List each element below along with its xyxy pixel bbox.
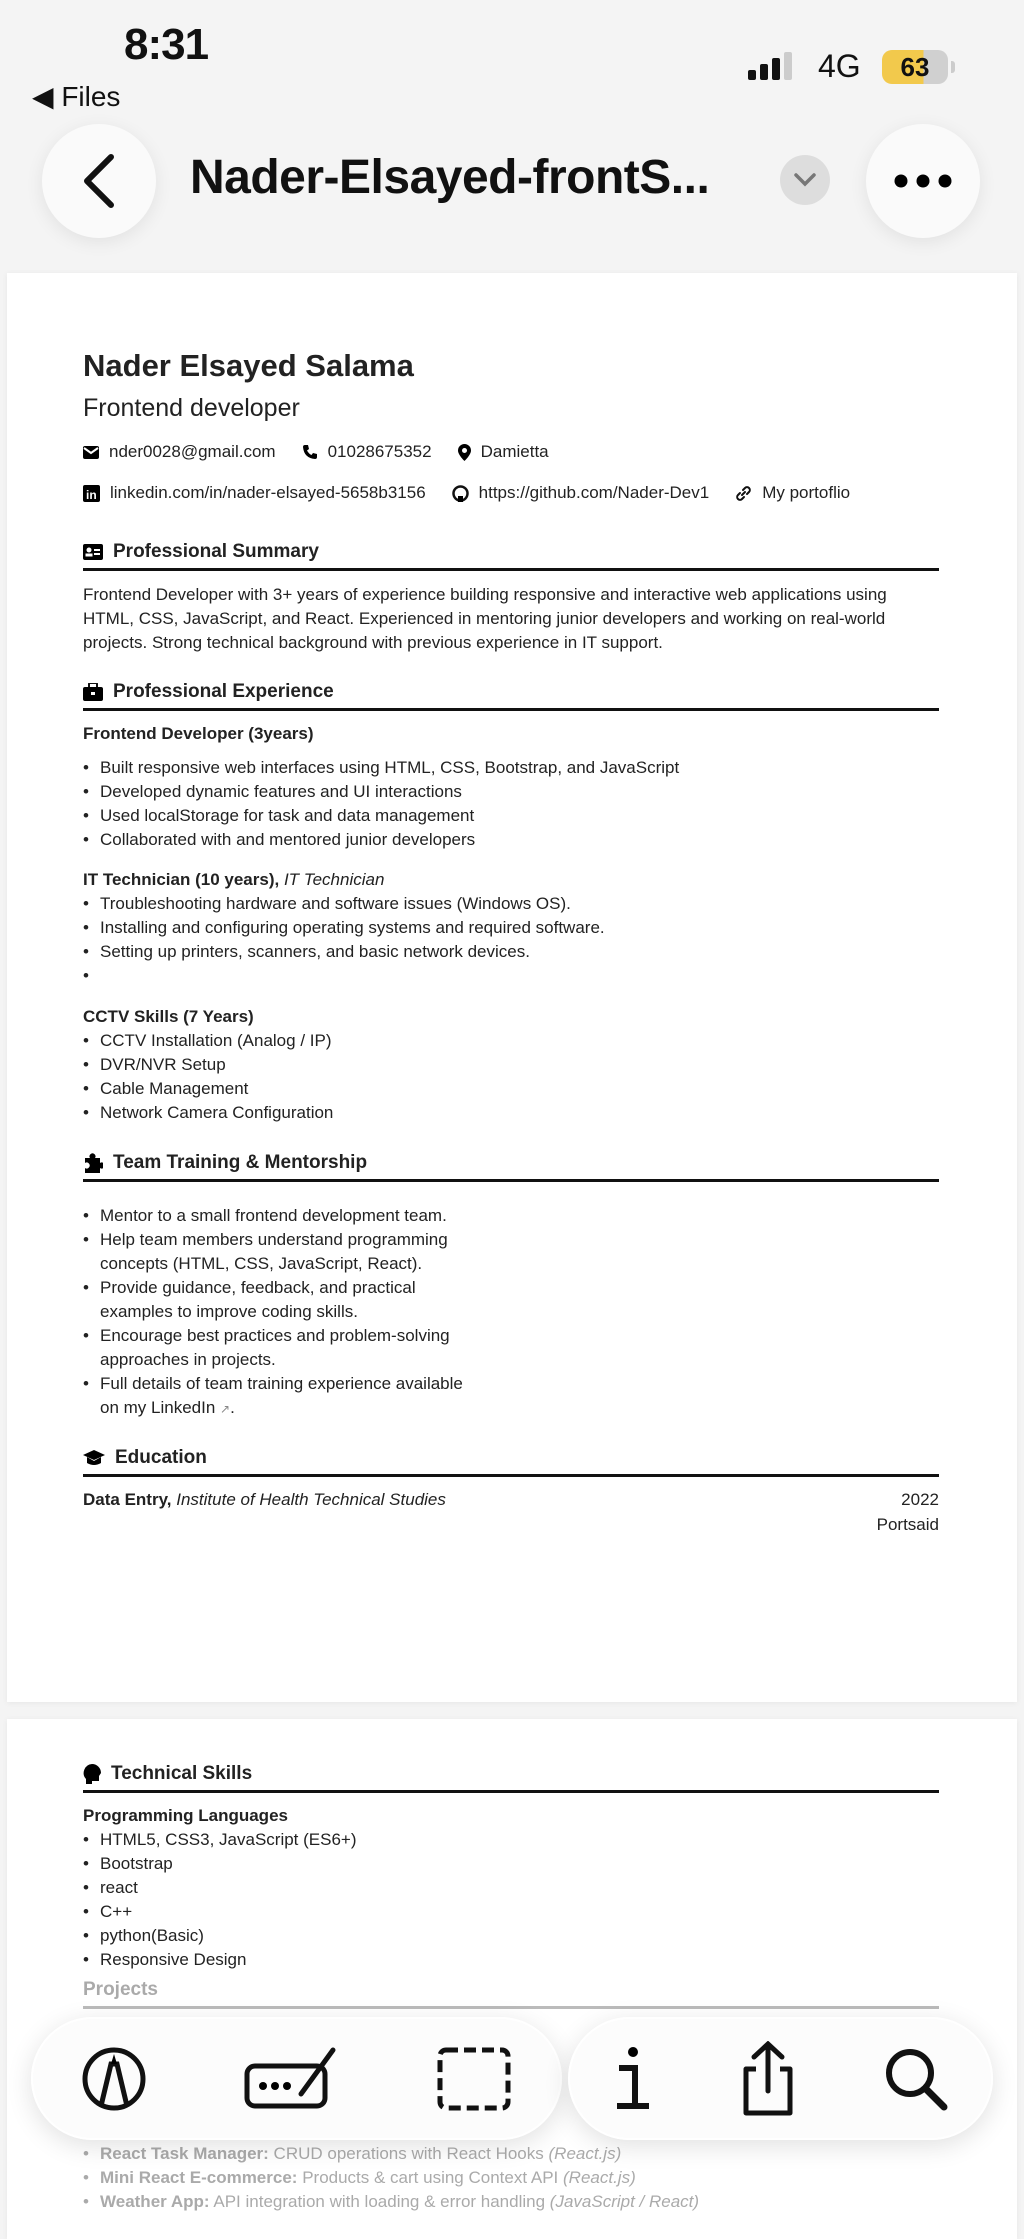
job-title: CCTV Skills (7 Years)	[83, 1007, 254, 1026]
phone-icon	[302, 444, 318, 460]
selection-icon[interactable]	[436, 2046, 512, 2112]
chevron-down-icon	[793, 172, 817, 188]
title-menu-button[interactable]	[780, 155, 830, 205]
list-item: • Bootstrap	[83, 1852, 939, 1876]
education-year: 2022	[901, 1490, 939, 1509]
list-item: • Installing and configuring operating systems and required software.	[83, 916, 939, 940]
more-button[interactable]	[866, 124, 980, 238]
info-icon[interactable]	[613, 2046, 653, 2112]
skills-group: Programming Languages	[83, 1806, 288, 1825]
share-icon[interactable]	[738, 2041, 798, 2117]
svg-text:in: in	[86, 487, 97, 502]
toolbar-right	[568, 2017, 993, 2140]
training-bullets	[83, 1204, 483, 1421]
list-item: • Network Camera Configuration	[83, 1101, 939, 1125]
list-item	[83, 964, 939, 988]
briefcase-icon	[83, 683, 103, 701]
head-brain-icon	[83, 1764, 101, 1784]
list-item: • Troubleshooting hardware and software issues (Windows OS).	[83, 892, 939, 916]
list-item: • Used localStorage for task and data management	[83, 804, 939, 828]
chevron-left-icon	[79, 151, 119, 211]
signal-icon	[748, 52, 792, 80]
education-city: Portsaid	[876, 1515, 939, 1534]
summary-text: Frontend Developer with 3+ years of experience building responsive and interactive web applications using HTML, CSS, JavaScript, and React. Experienced in mentoring junior developers and working on real-world projects. Strong technical background with previous experience in IT support.	[83, 585, 887, 652]
list-item: • Setting up printers, scanners, and basic network devices.	[83, 940, 939, 964]
list-item: • Encourage best practices and problem-solving approaches in projects.	[83, 1324, 483, 1372]
document-title[interactable]: Nader-Elsayed-frontS...	[190, 151, 710, 204]
job-title: IT Technician (10 years), IT Technician	[83, 870, 385, 889]
list-item: • Help team members understand programming concepts (HTML, CSS, JavaScript, React).	[83, 1228, 483, 1276]
education-entry: Data Entry, Institute of Health Technical Studies	[83, 1490, 446, 1509]
list-item: • Developed dynamic features and UI interactions	[83, 780, 939, 804]
list-item: • Full details of team training experience available on my LinkedIn ↗.	[83, 1372, 483, 1421]
projects-list	[83, 2142, 939, 2214]
linkedin-icon	[83, 485, 100, 502]
section-experience: Professional Experience	[83, 680, 939, 711]
markup-icon[interactable]	[81, 2046, 147, 2112]
envelope-icon	[83, 446, 99, 459]
job-bullets	[83, 892, 939, 988]
more-icon	[893, 174, 953, 188]
status-time: 8:31	[124, 20, 209, 69]
list-item: • Mentor to a small frontend development team.	[83, 1204, 483, 1228]
list-item: • DVR/NVR Setup	[83, 1053, 939, 1077]
list-item: • Provide guidance, feedback, and practical examples to improve coding skills.	[83, 1276, 483, 1324]
list-item: • C++	[83, 1900, 939, 1924]
skills-list	[83, 1828, 939, 1972]
map-pin-icon	[458, 444, 471, 461]
id-card-icon	[83, 544, 103, 560]
github-link[interactable]: https://github.com/Nader-Dev1	[452, 481, 710, 505]
list-item: • Weather App: API integration with loading & error handling (JavaScript / React)	[83, 2190, 939, 2214]
linkedin-training-link[interactable]: LinkedIn	[151, 1398, 216, 1417]
network-type: 4G	[818, 48, 861, 84]
linkedin-link[interactable]: in linkedin.com/in/nader-elsayed-5658b3156	[83, 481, 426, 505]
github-icon	[452, 485, 469, 502]
email-contact[interactable]: nder0028@gmail.com	[83, 440, 276, 464]
list-item: • HTML5, CSS3, JavaScript (ES6+)	[83, 1828, 939, 1852]
section-education: Education	[83, 1446, 939, 1477]
list-item: • Built responsive web interfaces using HTML, CSS, Bootstrap, and JavaScript	[83, 756, 939, 780]
back-app-label: Files	[61, 81, 121, 112]
resume-role: Frontend developer	[83, 394, 300, 422]
list-item: • react	[83, 1876, 939, 1900]
list-item: • Mini React E-commerce: Products & cart using Context API (React.js)	[83, 2166, 939, 2190]
job-bullets	[83, 1029, 939, 1125]
job-subtitle: IT Technician	[283, 870, 385, 889]
list-item: • python(Basic)	[83, 1924, 939, 1948]
list-item: • Cable Management	[83, 1077, 939, 1101]
phone-contact[interactable]: 01028675352	[302, 440, 432, 464]
battery-icon: 63	[882, 50, 948, 84]
location-contact: Damietta	[458, 440, 549, 464]
back-button[interactable]	[42, 124, 156, 238]
portfolio-link[interactable]: My portoflio	[735, 481, 850, 505]
toolbar-left	[31, 2017, 562, 2140]
section-summary: Professional Summary	[83, 540, 939, 571]
external-link-icon: ↗	[220, 1402, 231, 1416]
list-item: • Collaborated with and mentored junior developers	[83, 828, 939, 852]
section-skills: Technical Skills	[83, 1762, 939, 1793]
job-title: Frontend Developer (3years)	[83, 724, 314, 743]
list-item: • Responsive Design	[83, 1948, 939, 1972]
search-icon[interactable]	[884, 2047, 948, 2111]
section-training: Team Training & Mentorship	[83, 1151, 939, 1182]
job-bullets	[83, 756, 939, 852]
resume-name: Nader Elsayed Salama	[83, 348, 414, 383]
back-to-files[interactable]: ◀ Files	[32, 81, 121, 112]
list-item: • CCTV Installation (Analog / IP)	[83, 1029, 939, 1053]
section-projects: Projects	[83, 1978, 939, 2009]
link-icon	[735, 485, 752, 502]
list-item: • React Task Manager: CRUD operations with React Hooks (React.js)	[83, 2142, 939, 2166]
puzzle-icon	[83, 1153, 103, 1173]
graduation-cap-icon	[83, 1449, 105, 1467]
form-fill-icon[interactable]	[243, 2046, 339, 2112]
